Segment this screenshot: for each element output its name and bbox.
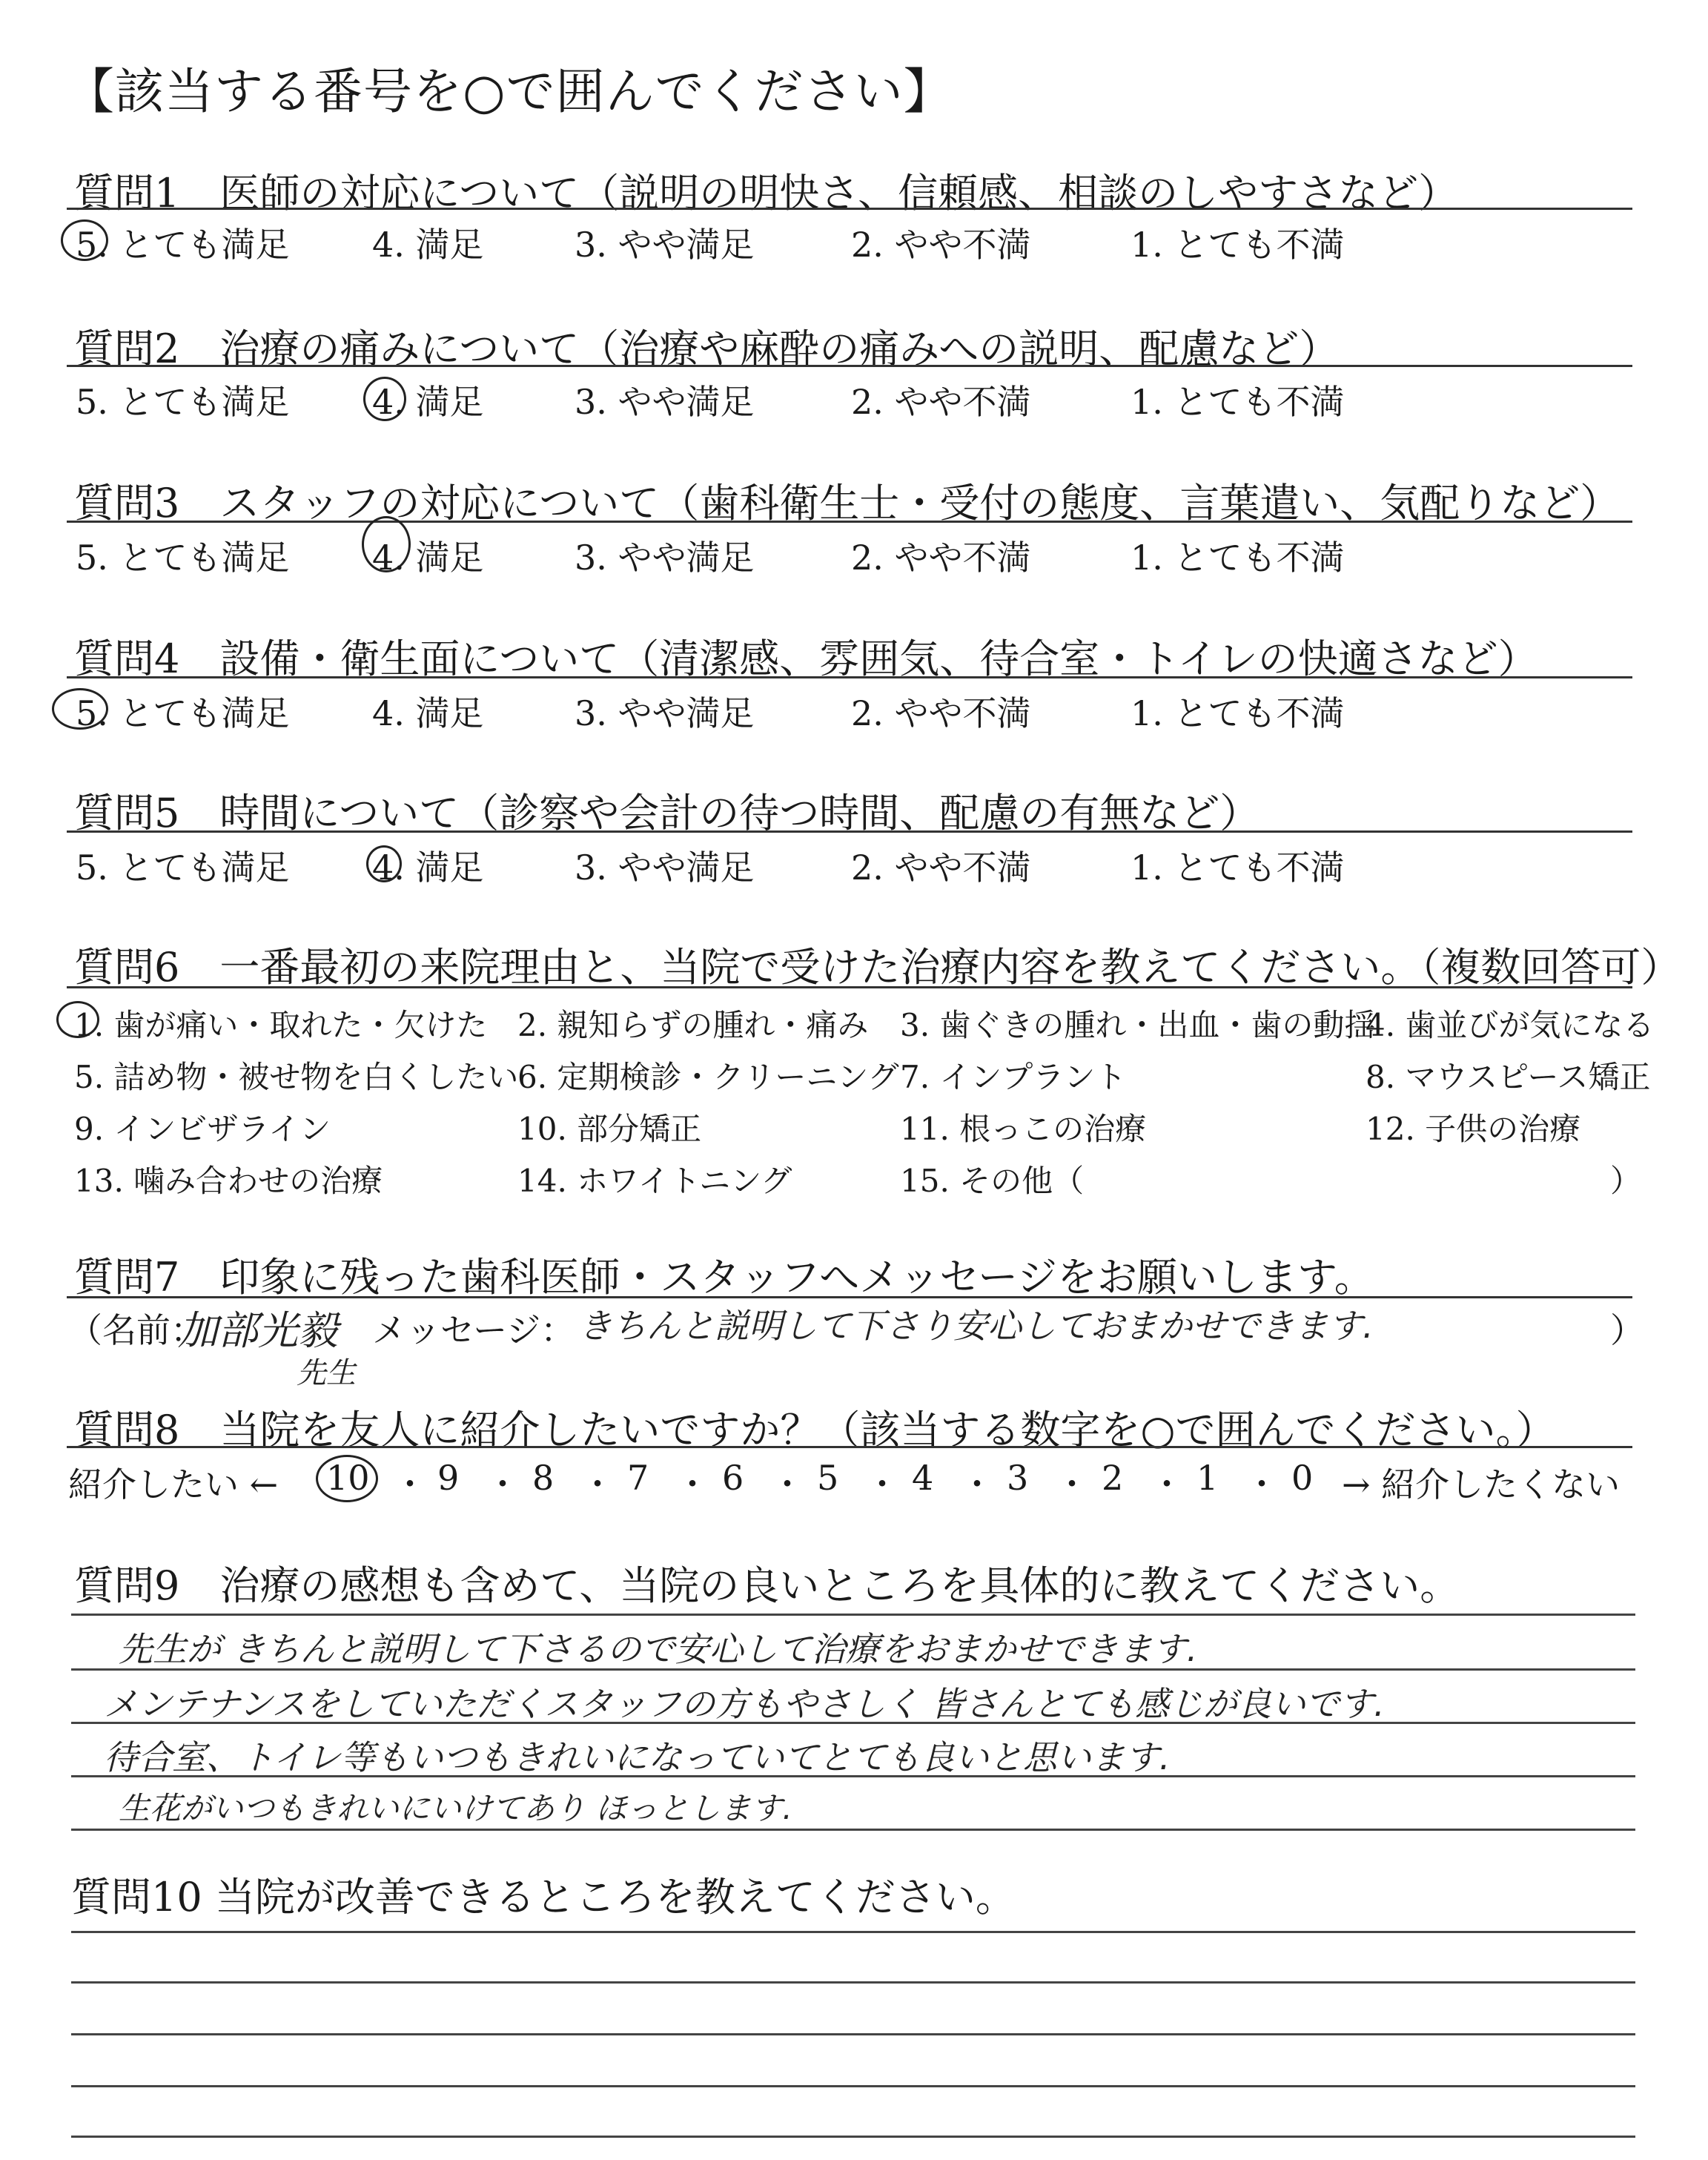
reason-item[interactable]: 10. 部分矯正 [517,1111,702,1147]
option-2[interactable]: 2. やや不満 [851,693,1031,733]
recommend-left-label: 紹介したい ← [68,1464,279,1505]
scale-value[interactable]: 10 [326,1458,370,1498]
scale-value[interactable]: 6 [722,1458,744,1498]
answer-line[interactable]: 待合室、トイレ等もいつもきれいになっていてとても良いと思います. [104,1737,1171,1777]
divider [67,208,1632,210]
reason-item[interactable]: 5. 詰め物・被せ物を白くしたい [74,1059,519,1095]
option-4[interactable]: 4. 満足 [372,538,484,578]
scale-dot: ・ [865,1464,899,1505]
reason-item[interactable]: 8. マウスピース矯正 [1366,1059,1651,1095]
option-2[interactable]: 2. やや不満 [851,382,1031,422]
option-4[interactable]: 4. 満足 [372,382,484,422]
writing-line [71,1668,1635,1671]
option-1[interactable]: 1. とても不満 [1131,693,1345,733]
reason-item[interactable]: 14. ホワイトニング [517,1163,792,1199]
divider [67,1446,1632,1448]
option-1[interactable]: 1. とても不満 [1131,225,1345,265]
option-2[interactable]: 2. やや不満 [851,848,1031,888]
name-suffix: 先生 [297,1356,356,1390]
scale-value[interactable]: 4 [912,1458,934,1498]
scale-dot: ・ [393,1464,427,1505]
answer-line[interactable]: 生花がいつもきれいにいけてあり ほっとします. [119,1790,792,1826]
option-1[interactable]: 1. とても不満 [1131,848,1345,888]
option-2[interactable]: 2. やや不満 [851,225,1031,265]
scale-value[interactable]: 7 [627,1458,649,1498]
name-label: （名前： [68,1310,205,1350]
reason-item[interactable]: 7. インプラント [900,1059,1127,1095]
question-8-title: 質問8 当院を友人に紹介したいですか？（該当する数字を○で囲んでください。） [74,1407,1556,1453]
divider [67,830,1632,833]
close-paren: ） [1610,1310,1644,1350]
answer-line[interactable]: 先生が きちんと説明して下さるので安心して治療をおまかせできます. [119,1629,1198,1669]
scale-value[interactable]: 0 [1291,1458,1314,1498]
divider [67,986,1632,988]
close-paren: ） [1610,1163,1642,1199]
writing-line[interactable] [71,1981,1635,1984]
reason-item[interactable]: 1. 歯が痛い・取れた・欠けた [74,1007,488,1043]
answer-line[interactable]: メンテナンスをしていただくスタッフの方もやさしく 皆さんとても感じが良いです. [104,1684,1385,1724]
scale-dot: ・ [1055,1464,1089,1505]
scale-dot: ・ [675,1464,709,1505]
scale-value[interactable]: 2 [1102,1458,1124,1498]
reason-item[interactable]: 13. 噛み合わせの治療 [74,1163,383,1199]
scale-dot: ・ [960,1464,994,1505]
option-5[interactable]: 5. とても満足 [76,693,290,733]
writing-line[interactable] [71,1931,1635,1933]
option-1[interactable]: 1. とても不満 [1131,382,1345,422]
question-1-title: 質問1 医師の対応について（説明の明快さ、信頼感、相談のしやすさなど） [74,170,1459,217]
message-label: メッセージ： [372,1310,575,1350]
reason-item[interactable]: 6. 定期検診・クリーニング [517,1059,899,1095]
question-5-title: 質問5 時間について（診察や会計の待つ時間、配慮の有無など） [74,790,1260,836]
question-4-title: 質問4 設備・衛生面について（清潔感、雰囲気、待合室・トイレの快適さなど） [74,635,1538,682]
scale-dot: ・ [770,1464,804,1505]
name-value[interactable]: 加部光毅 [178,1307,338,1354]
question-9-title: 質問9 治療の感想も含めて、当院の良いところを具体的に教えてください。 [74,1562,1460,1609]
option-3[interactable]: 3. やや満足 [575,848,755,888]
divider [67,365,1632,367]
message-value[interactable]: きちんと説明して下さり安心しておまかせできます. [578,1306,1374,1346]
option-4[interactable]: 4. 満足 [372,225,484,265]
scale-dot: ・ [486,1464,520,1505]
option-3[interactable]: 3. やや満足 [575,693,755,733]
writing-line[interactable] [71,2085,1635,2087]
writing-line[interactable] [71,2136,1635,2138]
writing-line [71,1722,1635,1724]
option-3[interactable]: 3. やや満足 [575,382,755,422]
scale-value[interactable]: 3 [1007,1458,1029,1498]
option-5[interactable]: 5. とても満足 [76,382,290,422]
page-title: 【該当する番号を○で囲んでください】 [65,63,953,120]
reason-item[interactable]: 4. 歯並びが気になる [1366,1007,1655,1043]
question-2-title: 質問2 治療の痛みについて（治療や麻酔の痛みへの説明、配慮など） [74,326,1340,372]
option-1[interactable]: 1. とても不満 [1131,538,1345,578]
scale-value[interactable]: 1 [1196,1458,1219,1498]
scale-value[interactable]: 9 [437,1458,460,1498]
reason-item[interactable]: 15. その他（ [900,1163,1085,1199]
reason-item[interactable]: 11. 根っこの治療 [900,1111,1147,1147]
scale-value[interactable]: 5 [817,1458,839,1498]
scale-dot: ・ [580,1464,615,1505]
divider [67,1296,1632,1298]
recommend-right-label: → 紹介したくない [1342,1464,1621,1505]
writing-line [71,1775,1635,1777]
scale-value[interactable]: 8 [532,1458,555,1498]
reason-item[interactable]: 9. インビザライン [74,1111,331,1147]
option-5[interactable]: 5. とても満足 [76,538,290,578]
option-4[interactable]: 4. 満足 [372,693,484,733]
option-5[interactable]: 5. とても満足 [76,225,290,265]
option-3[interactable]: 3. やや満足 [575,225,755,265]
option-2[interactable]: 2. やや不満 [851,538,1031,578]
question-6-title: 質問6 一番最初の来院理由と、当院で受けた治療内容を教えてください。（複数回答可） [74,944,1681,991]
question-10-title: 質問10 当院が改善できるところを教えてください。 [71,1874,1016,1920]
reason-item[interactable]: 12. 子供の治療 [1366,1111,1581,1147]
option-3[interactable]: 3. やや満足 [575,538,755,578]
scale-dot: ・ [1245,1464,1279,1505]
option-5[interactable]: 5. とても満足 [76,848,290,888]
reason-item[interactable]: 3. 歯ぐきの腫れ・出血・歯の動揺 [900,1007,1376,1043]
divider [67,676,1632,678]
writing-line [71,1829,1635,1831]
option-4[interactable]: 4. 満足 [372,848,484,888]
writing-line[interactable] [71,2033,1635,2035]
writing-line [71,1614,1635,1616]
question-7-title: 質問7 印象に残った歯科医師・スタッフへメッセージをお願いします。 [74,1254,1374,1301]
divider [67,521,1632,523]
question-3-title: 質問3 スタッフの対応について（歯科衛生士・受付の態度、言葉遣い、気配りなど） [74,480,1621,526]
scale-dot: ・ [1150,1464,1184,1505]
reason-item[interactable]: 2. 親知らずの腫れ・痛み [517,1007,869,1043]
